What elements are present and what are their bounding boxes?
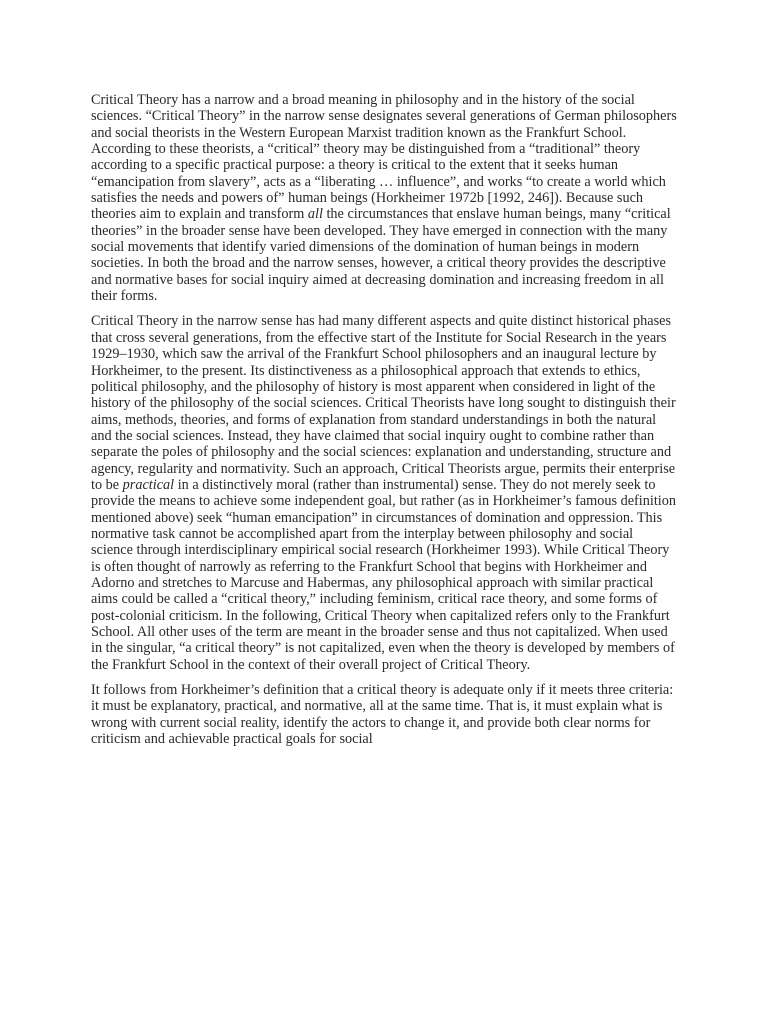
paragraph-1-italic-all: all bbox=[307, 206, 323, 223]
paragraph-3 bbox=[91, 682, 678, 747]
paragraph-2-text-b: in a distinctively moral (rather than instrumental) sense. They do not merely seek to provide the means to achieve some independent goal, but rather (as in Horkheimer’s famous definition mentioned above) seek “human emancipation” in circumstances of domination and oppression. This normative task cannot be accomplished apart from the interplay between philosophy and social science through interdisciplinary empirical social research (Horkheimer 1993). While Critical Theory is often thought of narrowly as referring to the Frankfurt School that begins with Horkheimer and Adorno and stretches to Marcuse and Habermas, any philosophical approach with similar practical aims could be called a “critical theory,” including feminism, critical race theory, and some forms of post-colonial criticism. In the following, Critical Theory when capitalized refers only to the Frankfurt School. All other uses of the term are meant in the broader sense and thus not capitalized. When used in the singular, “a critical theory” is not capitalized, even when the theory is developed by members of the Frankfurt School in the context of their overall project of Critical Theory. bbox=[91, 476, 677, 673]
paragraph-2 bbox=[91, 313, 678, 673]
paragraph-1-text-b: the circumstances that enslave human beings, many “critical theories” in the broader sense have been developed. They have emerged in connection with the many social movements that identify varied dimensions of the domination of human beings in modern societies. In both the broad and the narrow senses, however, a critical theory provides the descriptive and normative bases for social inquiry aimed at decreasing domination and increasing freedom in all their forms. bbox=[91, 206, 671, 305]
paragraph-3-text: It follows from Horkheimer’s definition that a critical theory is adequate only if it meets three criteria: it must be explanatory, practical, and normative, all at the same time. That is, it must explain what is wrong with current social reality, identify the actors to change it, and provide both clear norms for criticism and achievable practical goals for social bbox=[91, 682, 674, 748]
paragraph-1 bbox=[91, 92, 678, 304]
paragraph-2-italic-practical: practical bbox=[122, 476, 175, 493]
paragraph-1-text-a: Critical Theory has a narrow and a broad meaning in philosophy and in the history of the social sciences. “Critical Theory” in the narrow sense designates several generations of German philosophers and social theorists in the Western European Marxist tradition known as the Frankfurt School. According to these theorists, a “critical” theory may be distinguished from a “traditional” theory according to a specific practical purpose: a theory is critical to the extent that it seeks human “emancipation from slavery”, acts as a “liberating … influence”, and works “to create a world which satisfies the needs and powers of” human beings (Horkheimer 1972b [1992, 246]). Because such theories aim to explain and transform bbox=[91, 92, 677, 223]
paragraph-2-text-a: Critical Theory in the narrow sense has had many different aspects and quite distinct historical phases that cross several generations, from the effective start of the Institute for Social Research in the years 1929–1930, which saw the arrival of the Frankfurt School philosophers and an inaugural lecture by Horkheimer, to the present. Its distinctiveness as a philosophical approach that extends to ethics, political philosophy, and the philosophy of history is most apparent when considered in light of the history of the philosophy of the social sciences. Critical Theorists have long sought to distinguish their aims, methods, theories, and forms of explanation from standard understandings in both the natural and the social sciences. Instead, they have claimed that social inquiry ought to combine rather than separate the poles of philosophy and the social sciences: explanation and understanding, structure and agency, regularity and normativity. Such an approach, Critical Theorists argue, permits their enterprise to be bbox=[91, 313, 676, 493]
